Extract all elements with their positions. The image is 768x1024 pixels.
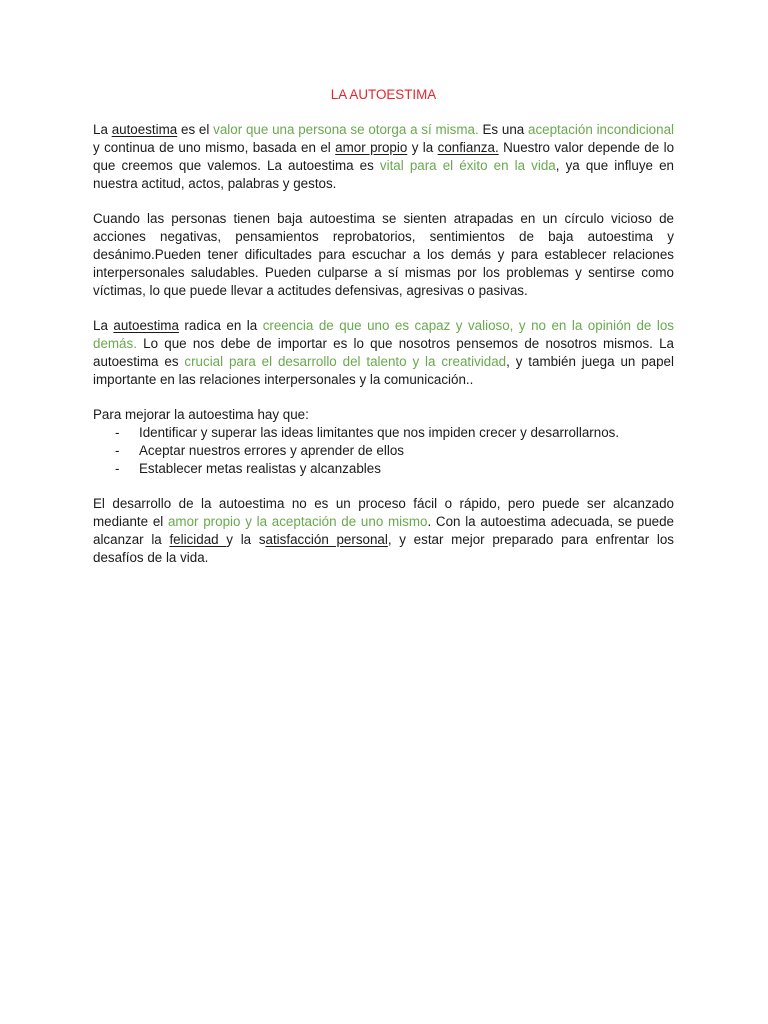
highlighted-phrase: creencia de que uno es capaz y valioso, y no en la opinión de los demás. [93,318,674,351]
underlined-term: amor propio [335,140,408,155]
list-marker: - [115,461,120,476]
highlighted-phrase: aceptación incondicional [528,122,674,137]
paragraph-conclusion: El desarrollo de la autoestima no es un proceso fácil o rápido, pero puede ser alcanzado mediante el amor propio y la aceptación de uno mismo. Con la autoestima adecuada, se puede alcanzar la felicidad y la satisfacción personal, y estar mejor preparado para enfrentar los desafíos de la vida. [93,496,674,565]
highlighted-phrase: valor que una persona se otorga a sí misma. [213,122,479,137]
underlined-term: felicidad [169,532,227,547]
underlined-term: autoestima [113,318,179,333]
highlighted-phrase: amor propio y la aceptación de uno mismo [167,514,428,529]
list-item: - Establecer metas realistas y alcanzables [115,461,381,476]
highlighted-phrase: crucial para el desarrollo del talento y la creatividad [184,354,507,369]
underlined-term: confianza. [437,140,499,155]
paragraph-low-self-esteem: Cuando las personas tienen baja autoestima se sienten atrapadas en un círculo vicioso de acciones negativas, pensamientos reprobatorios, sentimientos de baja autoestima y desánimo.Pueden tener dificultades para escuchar a los demás y para establecer relaciones interpersonales saludables. Pueden culparse a sí mismas por los problemas y sentirse como víctimas, lo que puede llevar a actitudes defensivas, agresivas o pasivas. [93,211,674,298]
list-intro: Para mejorar la autoestima hay que: [93,407,309,422]
paragraph-belief: La autoestima radica en la creencia de que uno es capaz y valioso, y no en la opinión de los demás. Lo que nos debe de importar es lo que nosotros pensemos de nosotros mismos. La autoestima es crucial para el desarrollo del talento y la creatividad, y también juega un papel importante en las relaciones interpersonales y la comunicación.. [93,318,674,387]
document-body [93,86,674,584]
improvement-list [93,424,674,478]
document-title: LA AUTOESTIMA [330,87,437,102]
underlined-term: atisfacción personal [265,532,388,547]
highlighted-phrase: vital para el éxito en la vida [379,158,556,173]
list-marker: - [115,425,120,440]
underlined-term: autoestima [111,122,178,137]
list-item: - Identificar y superar las ideas limitantes que nos impiden crecer y desarrollarnos. [115,425,620,440]
list-marker: - [115,443,120,458]
paragraph-definition: La autoestima es el valor que una persona se otorga a sí misma. Es una aceptación incondicional y continua de uno mismo, basada en el amor propio y la confianza. Nuestro valor depende de lo que creemos que valemos. La autoestima es vital para el éxito en la vida, ya que influye en nuestra actitud, actos, palabras y gestos. [93,122,675,191]
list-item: - Aceptar nuestros errores y aprender de ellos [115,443,404,458]
